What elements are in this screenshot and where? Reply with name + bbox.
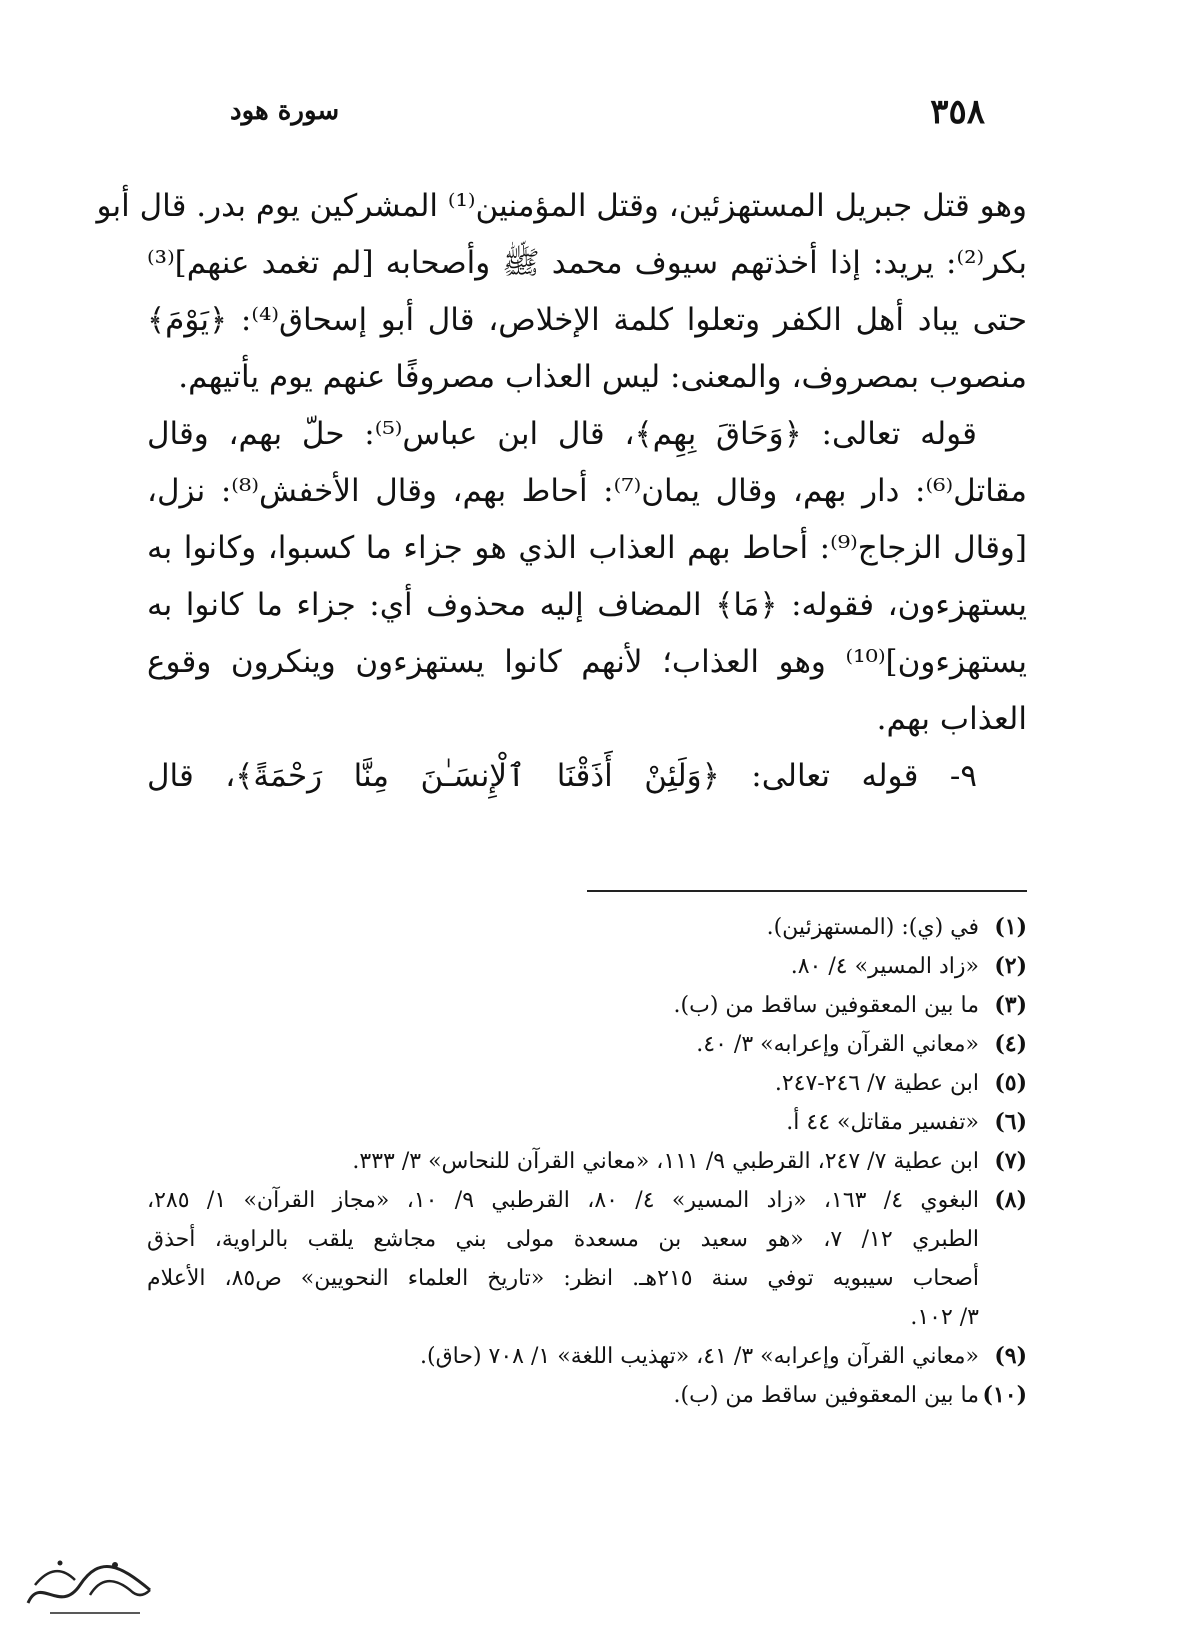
text-line: حتى يباد أهل الكفر وتعلوا كلمة الإخلاص، قال أبو إسحاق⁽⁴⁾: ﴿يَوْمَ﴾ — [147, 302, 1027, 338]
footnote-number: (٧) — [994, 1148, 1027, 1174]
footnote-number: (٤) — [994, 1031, 1027, 1057]
text-line: مقاتل⁽⁶⁾: دار بهم، وقال يمان⁽⁷⁾: أحاط بهم، وقال الأخفش⁽⁸⁾: نزل، — [147, 473, 1027, 509]
footnote-text: ابن عطية ٧/ ٢٤٦-٢٤٧. — [774, 1071, 979, 1096]
footnote — [147, 947, 1027, 986]
text-line: وهو قتل جبريل المستهزئين، وقتل المؤمنين⁽¹⁾ المشركين يوم بدر. قال أبو — [96, 188, 1027, 224]
text-line: يستهزءون]⁽¹⁰⁾ وهو العذاب؛ لأنهم كانوا يستهزءون وينكرون وقوع — [147, 644, 1027, 680]
text-line: [وقال الزجاج⁽⁹⁾: أحاط بهم العذاب الذي هو جزاء ما كسبوا، وكانوا به — [147, 530, 1027, 566]
footnote-text: «معاني القرآن وإعرابه» ٣/ ٤٠. — [696, 1032, 979, 1057]
footnote — [147, 986, 1027, 1025]
publisher-logo — [20, 1545, 160, 1625]
footnote-continuation: الطبري ١٢/ ٧، «هو سعيد بن مسعدة مولى بني مجاشع يلقب بالراوية، أحذق — [147, 1227, 980, 1252]
footnote-separator — [587, 890, 1027, 892]
footnote-text: ما بين المعقوفين ساقط من (ب). — [673, 1383, 979, 1408]
footnote — [147, 1064, 1027, 1103]
footnote-text: «معاني القرآن وإعرابه» ٣/ ٤١، «تهذيب اللغة» ١/ ٧٠٨ (حاق). — [420, 1344, 979, 1369]
footnote-number: (٥) — [994, 1070, 1027, 1096]
surah-name: سورة هود — [230, 96, 340, 126]
footnote-number: (٦) — [994, 1109, 1027, 1135]
footnote — [147, 1376, 1027, 1415]
footnotes — [147, 908, 1027, 1415]
footnote — [147, 1337, 1027, 1376]
page-number: ٣٥٨ — [930, 92, 985, 132]
footnote-text: ابن عطية ٧/ ٢٤٧، القرطبي ٩/ ١١١، «معاني القرآن للنحاس» ٣/ ٣٣٣. — [352, 1149, 979, 1174]
footnote — [147, 1103, 1027, 1142]
footnote-number: (١) — [994, 914, 1027, 940]
footnote-number: (٩) — [994, 1343, 1027, 1369]
text-line: بكر⁽²⁾: يريد: إذا أخذتهم سيوف محمد ﷺ وأصحابه [لم تغمد عنهم]⁽³⁾ — [147, 245, 1027, 281]
footnote — [147, 1025, 1027, 1064]
text-line: يستهزءون، فقوله: ﴿مَا﴾ المضاف إليه محذوف أي: جزاء ما كانوا به — [147, 587, 1027, 623]
footnote-number: (٢) — [994, 953, 1027, 979]
footnote-text: «تفسير مقاتل» ٤٤ أ. — [786, 1110, 979, 1135]
footnote — [147, 908, 1027, 947]
footnote-number: (٨) — [994, 1187, 1028, 1213]
footnote-number: (١٠) — [982, 1382, 1027, 1408]
page-header — [200, 92, 985, 142]
footnote-text: «زاد المسير» ٤/ ٨٠. — [790, 954, 979, 979]
footnote-text: البغوي ٤/ ١٦٣، «زاد المسير» ٤/ ٨٠، القرطبي ٩/ ١٠، «مجاز القرآن» ١/ ٢٨٥، — [147, 1188, 980, 1213]
text-line: منصوب بمصروف، والمعنى: ليس العذاب مصروفًا عنهم يوم يأتيهم. — [178, 359, 1027, 395]
footnote-continuation: أصحاب سيبويه توفي سنة ٢١٥هـ. انظر: «تاريخ العلماء النحويين» ص٨٥، الأعلام — [147, 1266, 979, 1291]
main-text — [96, 178, 1027, 805]
footnote-continuation: ٣/ ١٠٢. — [910, 1305, 979, 1330]
text-line: العذاب بهم. — [876, 701, 1027, 737]
footnote-text: في (ي): (المستهزئين). — [766, 915, 979, 940]
footnote — [147, 1181, 1027, 1220]
footnote-text: ما بين المعقوفين ساقط من (ب). — [673, 993, 979, 1018]
text-line: قوله تعالى: ﴿وَحَاقَ بِهِم﴾، قال ابن عباس⁽⁵⁾: حلّ بهم، وقال — [147, 416, 977, 452]
text-line: ٩- قوله تعالى: ﴿وَلَئِنْ أَذَقْنَا ٱلْإِنسَـٰنَ مِنَّا رَحْمَةً﴾، قال — [147, 758, 977, 794]
footnote-number: (٣) — [994, 992, 1027, 1018]
footnote — [147, 1142, 1027, 1181]
